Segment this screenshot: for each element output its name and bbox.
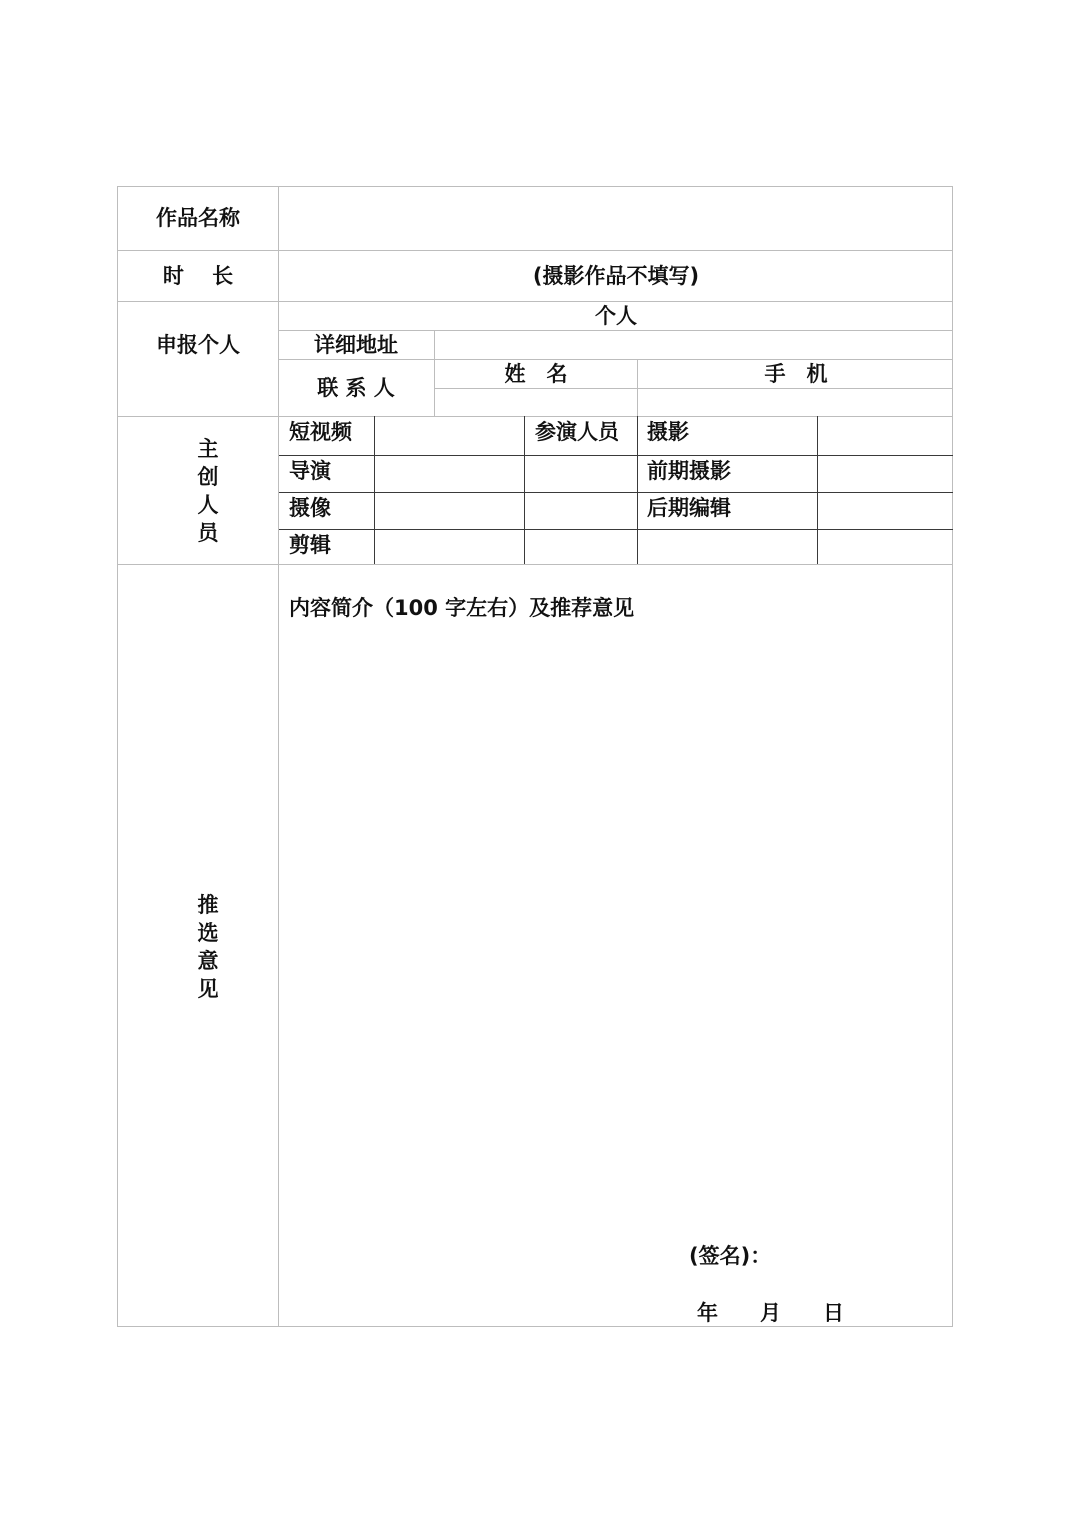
cast-label: 参演人员 <box>535 420 619 444</box>
column-divider <box>637 416 638 564</box>
recommendation-label: 推 选 意 见 <box>197 893 219 1001</box>
address-label: 详细地址 <box>314 333 398 357</box>
address-field[interactable] <box>435 331 952 359</box>
creators-label: 主 创 人 员 <box>197 437 219 545</box>
date-label: 年 月 日 <box>697 1301 844 1325</box>
work-name-field[interactable] <box>279 187 952 250</box>
row-divider <box>278 529 953 530</box>
column-divider <box>817 416 818 564</box>
row-divider <box>117 301 953 302</box>
applicant-label: 申报个人 <box>156 333 240 357</box>
post-editing-label: 后期编辑 <box>647 496 731 520</box>
editing-label: 剪辑 <box>289 533 331 557</box>
individual-label: 个人 <box>595 304 637 328</box>
camera-label: 摄像 <box>289 496 331 520</box>
director-label: 导演 <box>289 459 331 483</box>
work-name-label: 作品名称 <box>156 206 240 230</box>
row-divider <box>117 416 953 417</box>
row-divider <box>278 492 953 493</box>
contact-label: 联 系 人 <box>317 376 395 400</box>
photography-label: 摄影 <box>647 420 689 444</box>
duration-label: 时 长 <box>162 264 234 288</box>
intro-label: 内容简介（100 字左右）及推荐意见 <box>289 596 635 620</box>
row-divider <box>278 455 953 456</box>
contact-phone-field[interactable] <box>638 389 952 416</box>
row-divider <box>117 250 953 251</box>
duration-note: (摄影作品不填写) <box>532 264 700 288</box>
signature-label: (签名)： <box>689 1244 772 1268</box>
pre-photography-label: 前期摄影 <box>647 459 731 483</box>
column-divider <box>374 416 375 564</box>
column-divider <box>524 416 525 564</box>
row-divider <box>278 359 953 360</box>
contact-name-field[interactable] <box>435 389 637 416</box>
recommendation-field[interactable] <box>285 630 945 1230</box>
name-label: 姓 名 <box>504 362 568 386</box>
short-video-label: 短视频 <box>289 420 352 444</box>
column-divider <box>278 186 279 1327</box>
phone-label: 手 机 <box>764 362 828 386</box>
row-divider <box>117 564 953 565</box>
